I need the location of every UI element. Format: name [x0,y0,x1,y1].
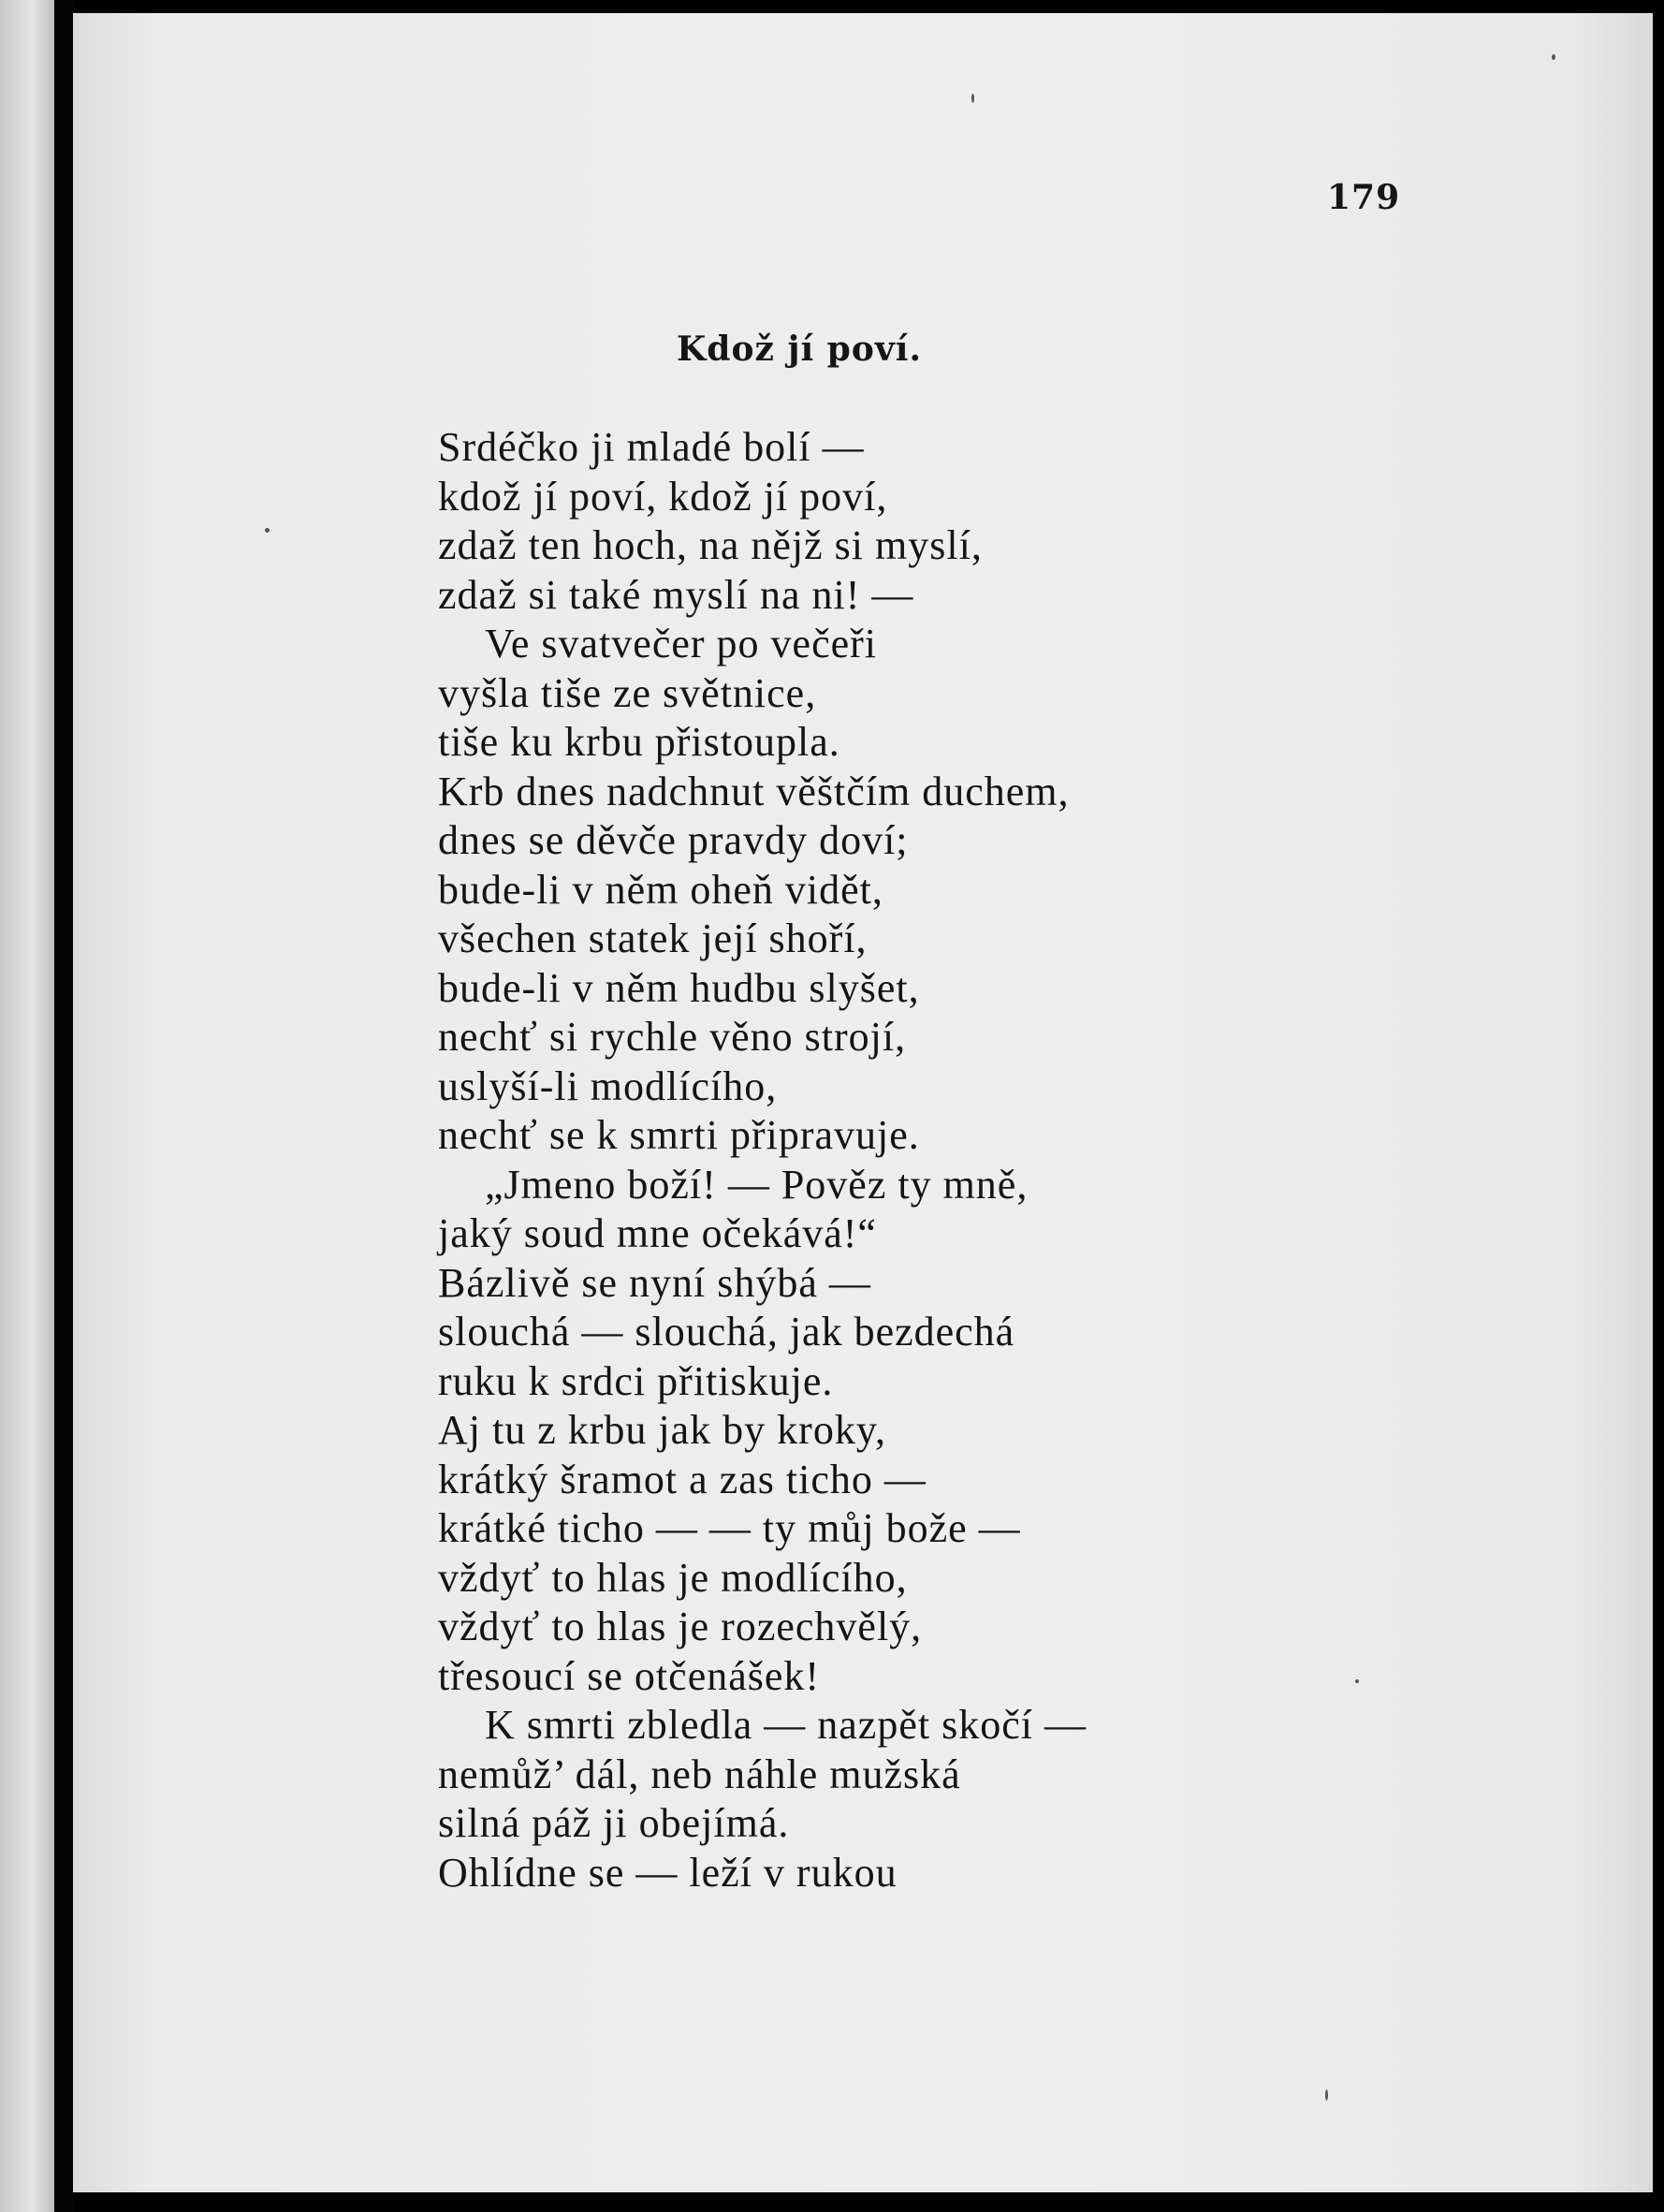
poem-line: tiše ku krbu přistoupla. [438,719,840,765]
paper-speck [1355,1679,1359,1683]
poem-line: ruku k srdci přitiskuje. [438,1357,834,1404]
paper-speck [971,94,974,103]
poem-line: Ve svatvečer po večeři [485,621,878,667]
poem-line: vždyť to hlas je rozechvělý, [438,1604,923,1649]
poem-line: uslyší-li modlícího, [438,1062,778,1109]
poem-line: všechen statek její shoří, [438,916,868,961]
poem-line: Ohlídne se — leží v rukou [438,1849,898,1896]
poem-line: K smrti zbledla — nazpět skočí — [485,1702,1087,1748]
facing-page-edge [0,0,54,2212]
poem-title: Kdož jí poví. [677,330,922,369]
poem-line: dnes se děvče pravdy doví; [438,817,909,863]
poem-line: krátký šramot a zas ticho — [438,1456,927,1502]
poem-body [438,423,1374,1897]
poem-line: Aj tu z krbu jak by kroky, [438,1407,886,1453]
page-number: 179 [1327,178,1401,217]
poem-line: Krb dnes nadchnut věštčím duchem, [438,768,1070,814]
poem-line: nechť si rychle věno strojí, [438,1014,907,1060]
poem-line: kdož jí poví, kdož jí poví, [438,473,888,520]
poem-line: „Jmeno boží! — Pověz ty mně, [485,1161,1029,1208]
paper-speck [1325,2089,1328,2101]
book-page [73,13,1653,2192]
poem-line: nechť se k smrti připravuje. [438,1112,920,1158]
poem-line: slouchá — slouchá, jak bezdechá [438,1309,1015,1355]
book-gutter [54,0,73,2212]
poem-line: třesoucí se otčenášek! [438,1652,821,1699]
poem-line: nemůž’ dál, neb náhle mužská [438,1751,961,1797]
poem-line: vyšla tiše ze světnice, [438,669,817,716]
poem-line: Srdéčko ji mladé bolí — [438,424,865,470]
poem-line: bude-li v něm hudbu slyšet, [438,964,920,1011]
poem-line: vždyť to hlas je modlícího, [438,1554,908,1601]
poem-line: zdaž si také myslí na ni! — [438,571,914,618]
poem-line: zdaž ten hoch, na nějž si myslí, [438,522,983,568]
poem-line: krátké ticho — — ty můj bože — [438,1505,1021,1551]
poem-line: bude-li v něm oheň vidět, [438,866,883,913]
poem-line: Bázlivě se nyní shýbá — [438,1259,871,1306]
poem-line: silná páž ji obejímá. [438,1800,790,1846]
paper-speck [1552,54,1555,60]
poem-line: jaký soud mne očekává!“ [438,1210,877,1256]
paper-speck [265,528,270,533]
